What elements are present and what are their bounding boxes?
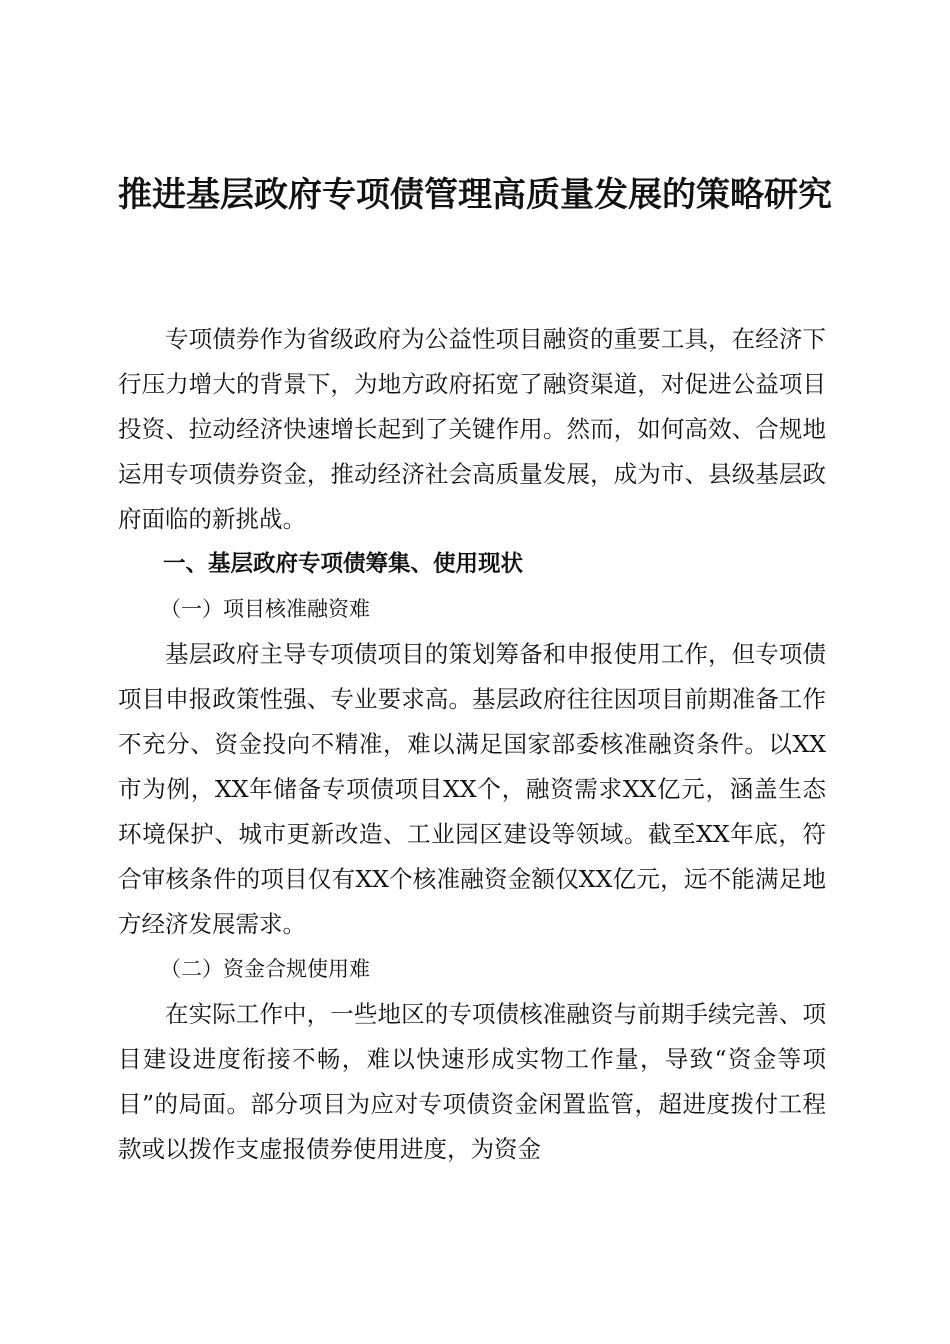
body-paragraph: 在实际工作中，一些地区的专项债核准融资与前期手续完善、项目建设进度衔接不畅，难以快速形成实物工作量，导致“资金等项目”的局面。部分项目为应对专项债资金闲置监管，超进度拨付工程款或以拨作支虚报债券使用进度，为资金 (118, 1000, 826, 1163)
body-paragraph: 基层政府主导专项债项目的策划筹备和申报使用工作，但专项债项目申报政策性强、专业要求高。基层政府往往因项目前期准备工作不充分、资金投向不精准，难以满足国家部委核准融资条件。以XX市为例，XX年储备专项债项目XX个，融资需求XX亿元，涵盖生态环境保护、城市更新改造、工业园区建设等领域。截至XX年底，符合审核条件的项目仅有XX个核准融资金额仅XX亿元，远不能满足地方经济发展需求。 (118, 640, 826, 938)
section-heading: 一、基层政府专项债筹集、使用现状 (163, 551, 524, 577)
intro-paragraph: 专项债券作为省级政府为公益性项目融资的重要工具，在经济下行压力增大的背景下，为地方政府拓宽了融资渠道，对促进公益项目投资、拉动经济快速增长起到了关键作用。然而，如何高效、合规地运用专项债券资金，推动经济社会高质量发展，成为市、县级基层政府面临的新挑战。 (118, 325, 826, 533)
subsection-heading: （一）项目核准融资难 (160, 597, 370, 621)
document-body (118, 317, 826, 1172)
subsection-heading: （二）资金合规使用难 (160, 957, 370, 981)
document-title: 推进基层政府专项债管理高质量发展的策略研究 (118, 175, 832, 215)
